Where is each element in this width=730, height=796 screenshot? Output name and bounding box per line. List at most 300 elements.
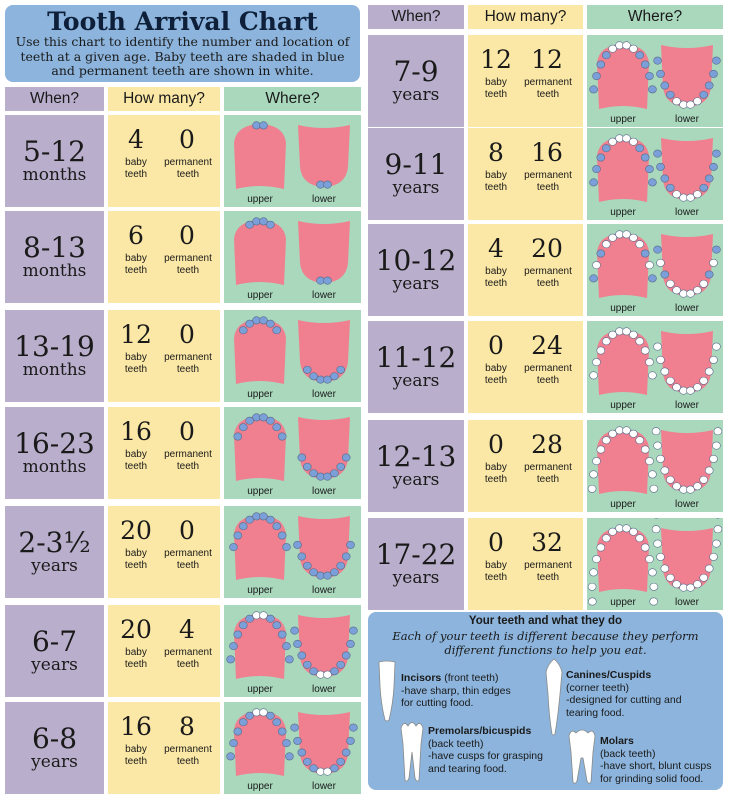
age-unit: years: [31, 752, 78, 772]
lower-label: lower: [675, 303, 699, 314]
baby-tooth: [273, 719, 281, 726]
baby-tooth: [239, 327, 247, 334]
baby-tooth: [337, 661, 345, 668]
tooth-types-title: Your teeth and what they do: [468, 615, 623, 627]
header-when-right: When?: [368, 5, 464, 29]
permanent-tooth: [609, 528, 617, 535]
age-unit: years: [31, 655, 78, 675]
stage-row: [5, 702, 361, 794]
header-where-right: Where?: [587, 5, 723, 29]
age-cell: [368, 128, 464, 220]
baby-tooth: [654, 57, 662, 64]
permanent-tooth: [597, 347, 605, 354]
tooth-types-intro: Each of your teeth is different because they perform different functions to help you eat.: [392, 629, 699, 657]
age-range: 2-3½: [18, 526, 91, 559]
permanent-label: permanent: [164, 157, 212, 168]
baby-tooth: [590, 179, 598, 186]
permanent-tooth: [609, 331, 617, 338]
lower-label: lower: [312, 684, 336, 695]
lower-label: lower: [312, 486, 336, 497]
baby-tooth: [590, 86, 598, 93]
upper-label: upper: [247, 194, 273, 205]
permanent-tooth: [646, 457, 654, 464]
baby-tooth: [705, 82, 713, 89]
baby-tooth: [266, 221, 274, 228]
baby-count: 16: [120, 417, 152, 446]
baby-tooth: [347, 737, 355, 744]
baby-tooth: [283, 739, 291, 746]
baby-tooth: [230, 739, 238, 746]
permanent-label: permanent: [524, 170, 572, 181]
baby-tooth: [330, 569, 338, 576]
permanent-tooth: [590, 372, 598, 379]
age-cell: [368, 518, 464, 610]
permanent-tooth: [646, 261, 654, 268]
title-box: [5, 5, 360, 82]
baby-tooth: [239, 523, 247, 530]
permanent-tooth: [666, 574, 674, 581]
baby-tooth: [294, 541, 302, 548]
permanent-tooth: [646, 358, 654, 365]
upper-label: upper: [247, 684, 273, 695]
permanent-label: permanent: [524, 77, 572, 88]
permanent-tooth: [602, 241, 610, 248]
baby-count: 4: [488, 234, 504, 263]
permanent-tooth: [588, 598, 596, 605]
permanent-tooth: [693, 98, 701, 105]
age-cell: [368, 224, 464, 316]
jaw-diagram-cell: [224, 605, 361, 697]
permanent-tooth: [710, 455, 718, 462]
baby-label: baby: [485, 363, 507, 374]
permanent-tooth: [641, 347, 649, 354]
baby-tooth: [298, 553, 306, 560]
permanent-label: permanent: [164, 449, 212, 460]
permanent-tooth: [588, 485, 596, 492]
count-cell: 20 4 baby teeth permanent teeth: [108, 605, 220, 697]
lower-label: lower: [675, 597, 699, 608]
baby-tooth: [646, 165, 654, 172]
permanent-count: 0: [179, 417, 195, 446]
permanent-tooth: [648, 372, 656, 379]
permanent-tooth: [673, 581, 681, 588]
age-range: 12-13: [375, 440, 457, 473]
permanent-label: permanent: [164, 352, 212, 363]
upper-label: upper: [247, 290, 273, 301]
permanent-label: permanent: [524, 363, 572, 374]
baby-tooth: [246, 221, 254, 228]
lower-label: lower: [312, 290, 336, 301]
baby-tooth: [636, 145, 644, 152]
baby-tooth: [337, 463, 345, 470]
lower-label: lower: [675, 114, 699, 125]
permanent-count: 12: [531, 45, 563, 74]
baby-tooth: [590, 275, 598, 282]
count-cell: 0 28 baby teeth permanent teeth: [468, 420, 583, 512]
baby-tooth: [230, 543, 238, 550]
permanent-tooth: [673, 191, 681, 198]
permanent-count: 0: [179, 221, 195, 250]
permanent-tooth: [593, 555, 601, 562]
baby-tooth: [310, 765, 318, 772]
permanent-count: 4: [179, 615, 195, 644]
baby-tooth: [273, 424, 281, 431]
age-range: 8-13: [23, 231, 86, 264]
permanent-tooth: [590, 569, 598, 576]
baby-tooth: [337, 366, 345, 373]
stage-row: [5, 310, 361, 402]
upper-label: upper: [247, 585, 273, 596]
age-range: 16-23: [14, 427, 95, 460]
upper-label: upper: [610, 499, 636, 510]
baby-tooth: [278, 433, 286, 440]
lower-gum: [298, 221, 350, 283]
baby-tooth: [593, 72, 601, 79]
jaw-diagram-cell: [587, 518, 723, 610]
baby-tooth: [303, 463, 311, 470]
permanent-tooth: [666, 280, 674, 287]
baby-tooth: [303, 758, 311, 765]
baby-label: baby: [125, 647, 147, 658]
jaw-diagram-cell: [587, 224, 723, 316]
baby-tooth: [700, 91, 708, 98]
jaw-diagram-cell: [224, 115, 361, 207]
permanent-tooth: [629, 528, 637, 535]
baby-tooth: [266, 516, 274, 523]
baby-tooth: [347, 541, 355, 548]
permanent-tooth: [597, 544, 605, 551]
baby-tooth: [330, 470, 338, 477]
count-cell: 20 0 baby teeth permanent teeth: [108, 506, 220, 598]
permanent-tooth: [673, 483, 681, 490]
stage-row: [5, 605, 361, 697]
permanent-tooth: [593, 358, 601, 365]
permanent-tooth: [629, 138, 637, 145]
permanent-tooth: [641, 544, 649, 551]
jaw-diagram-cell: [224, 310, 361, 402]
permanent-tooth: [629, 331, 637, 338]
baby-tooth: [298, 749, 306, 756]
age-unit: months: [22, 261, 87, 281]
baby-tooth: [230, 642, 238, 649]
permanent-tooth: [602, 437, 610, 444]
permanent-tooth: [650, 583, 658, 590]
header-how-many-left: How many?: [108, 87, 220, 111]
baby-tooth: [641, 154, 649, 161]
baby-tooth: [303, 366, 311, 373]
permanent-tooth: [700, 280, 708, 287]
permanent-tooth: [636, 241, 644, 248]
permanent-tooth: [629, 430, 637, 437]
permanent-tooth: [609, 45, 617, 52]
jaw-diagram-cell: [587, 420, 723, 512]
baby-tooth: [234, 532, 242, 539]
stage-row: [368, 128, 723, 220]
baby-tooth: [227, 753, 235, 760]
baby-tooth: [260, 122, 268, 129]
permanent-tooth: [661, 368, 669, 375]
baby-tooth: [294, 737, 302, 744]
permanent-count: 16: [531, 138, 563, 167]
permanent-tooth: [648, 569, 656, 576]
permanent-tooth: [652, 428, 660, 435]
permanent-tooth: [705, 467, 713, 474]
baby-tooth: [246, 516, 254, 523]
permanent-count: 32: [531, 528, 563, 557]
permanent-label: permanent: [524, 266, 572, 277]
age-unit: years: [392, 85, 440, 105]
permanent-tooth: [661, 565, 669, 572]
permanent-tooth: [693, 287, 701, 294]
permanent-tooth: [588, 583, 596, 590]
age-cell: [5, 702, 104, 794]
baby-tooth: [266, 320, 274, 327]
stage-row: [368, 518, 723, 610]
stage-row: [5, 211, 361, 303]
header-where-left: Where?: [224, 87, 361, 111]
permanent-tooth: [629, 234, 637, 241]
permanent-tooth: [590, 471, 598, 478]
permanent-tooth: [657, 356, 665, 363]
baby-tooth: [266, 712, 274, 719]
baby-count: 20: [120, 615, 152, 644]
baby-label: baby: [125, 253, 147, 264]
permanent-tooth: [700, 476, 708, 483]
baby-label: baby: [485, 462, 507, 473]
molar-icon: [566, 726, 598, 786]
permanent-tooth: [705, 368, 713, 375]
baby-tooth: [648, 86, 656, 93]
upper-label: upper: [610, 400, 636, 411]
permanent-tooth: [609, 430, 617, 437]
baby-label: baby: [125, 352, 147, 363]
permanent-tooth: [646, 555, 654, 562]
age-range: 9-11: [384, 148, 448, 181]
permanent-count: 0: [179, 320, 195, 349]
lower-label: lower: [312, 781, 336, 792]
baby-count: 6: [128, 221, 144, 250]
upper-label: upper: [610, 207, 636, 218]
baby-tooth: [646, 72, 654, 79]
age-range: 10-12: [375, 244, 457, 277]
permanent-tooth: [593, 261, 601, 268]
permanent-tooth: [629, 45, 637, 52]
baby-label: baby: [485, 266, 507, 277]
baby-tooth: [246, 417, 254, 424]
lower-label: lower: [312, 585, 336, 596]
jaw-diagram-cell: [224, 211, 361, 303]
age-unit: months: [22, 165, 87, 185]
age-unit: months: [22, 360, 87, 380]
permanent-tooth: [636, 437, 644, 444]
baby-tooth: [246, 712, 254, 719]
baby-label: baby: [485, 77, 507, 88]
jaw-diagram-cell: [224, 407, 361, 499]
baby-label: baby: [485, 560, 507, 571]
permanent-tooth: [693, 483, 701, 490]
jaw-diagram-cell: [587, 321, 723, 413]
stage-row: [5, 506, 361, 598]
permanent-label: permanent: [164, 647, 212, 658]
age-range: 17-22: [375, 538, 457, 571]
baby-tooth: [349, 627, 357, 634]
age-cell: [5, 211, 104, 303]
lower-label: lower: [312, 194, 336, 205]
baby-tooth: [330, 668, 338, 675]
baby-label: baby: [125, 157, 147, 168]
header-when-left: When?: [5, 87, 104, 111]
baby-label: baby: [125, 449, 147, 460]
upper-gum: [234, 124, 286, 189]
baby-tooth: [330, 373, 338, 380]
permanent-tooth: [710, 356, 718, 363]
count-cell: 4 0 baby teeth permanent teeth: [108, 115, 220, 207]
age-cell: [5, 605, 104, 697]
permanent-count: 0: [179, 516, 195, 545]
lower-label: lower: [675, 400, 699, 411]
baby-tooth: [602, 145, 610, 152]
count-cell: 16 8 baby teeth permanent teeth: [108, 702, 220, 794]
permanent-tooth: [593, 457, 601, 464]
baby-tooth: [285, 656, 293, 663]
baby-tooth: [349, 724, 357, 731]
permanent-tooth: [666, 476, 674, 483]
permanent-tooth: [666, 377, 674, 384]
premolars-description: Premolars/bicuspids (back teeth) -have cusps for grasping and tearing food.: [428, 725, 543, 775]
permanent-label: permanent: [164, 253, 212, 264]
count-cell: 6 0 baby teeth permanent teeth: [108, 211, 220, 303]
permanent-tooth: [700, 574, 708, 581]
chart-intro: Use this chart to identify the number and location of teeth at a given age. Baby teeth are shaded in blue and permanent teeth are shown in white.: [15, 34, 350, 78]
premolars-name: Premolars/bicuspids: [428, 725, 532, 737]
baby-tooth: [239, 719, 247, 726]
baby-tooth: [303, 562, 311, 569]
age-unit: years: [392, 568, 440, 588]
permanent-count: 24: [531, 331, 563, 360]
baby-count: 12: [120, 320, 152, 349]
age-range: 6-8: [31, 722, 78, 755]
baby-tooth: [712, 57, 720, 64]
age-unit: months: [22, 457, 87, 477]
upper-label: upper: [610, 597, 636, 608]
permanent-tooth: [714, 526, 722, 533]
baby-tooth: [712, 150, 720, 157]
tooth-types-box: [368, 612, 723, 790]
permanent-tooth: [657, 259, 665, 266]
permanent-tooth: [712, 343, 720, 350]
baby-tooth: [666, 184, 674, 191]
upper-label: upper: [610, 114, 636, 125]
baby-tooth: [700, 184, 708, 191]
baby-tooth: [705, 175, 713, 182]
lower-label: lower: [675, 207, 699, 218]
baby-tooth: [597, 154, 605, 161]
baby-tooth: [710, 70, 718, 77]
age-range: 7-9: [393, 55, 439, 88]
baby-tooth: [654, 246, 662, 253]
baby-tooth: [661, 175, 669, 182]
lower-label: lower: [675, 499, 699, 510]
age-unit: years: [392, 274, 440, 294]
permanent-tooth: [712, 442, 720, 449]
baby-tooth: [273, 622, 281, 629]
baby-tooth: [310, 668, 318, 675]
permanent-tooth: [609, 138, 617, 145]
stage-row: [368, 321, 723, 413]
permanent-tooth: [693, 384, 701, 391]
permanent-tooth: [652, 526, 660, 533]
baby-tooth: [303, 661, 311, 668]
age-unit: years: [392, 371, 440, 391]
permanent-tooth: [693, 191, 701, 198]
baby-count: 20: [120, 516, 152, 545]
permanent-tooth: [648, 471, 656, 478]
permanent-tooth: [700, 377, 708, 384]
baby-tooth: [310, 470, 318, 477]
incisors-name: Incisors: [401, 672, 442, 684]
permanent-count: 8: [179, 712, 195, 741]
baby-label: baby: [485, 170, 507, 181]
baby-tooth: [283, 543, 291, 550]
permanent-tooth: [602, 535, 610, 542]
baby-tooth: [657, 163, 665, 170]
permanent-tooth: [714, 428, 722, 435]
count-cell: 0 32 baby teeth permanent teeth: [468, 518, 583, 610]
permanent-tooth: [705, 565, 713, 572]
baby-tooth: [342, 553, 350, 560]
permanent-tooth: [654, 442, 662, 449]
baby-tooth: [294, 640, 302, 647]
baby-count: 0: [488, 528, 504, 557]
molars-name: Molars: [600, 735, 634, 747]
permanent-tooth: [661, 467, 669, 474]
age-range: 5-12: [23, 135, 86, 168]
baby-label: baby: [125, 744, 147, 755]
count-cell: 12 0 baby teeth permanent teeth: [108, 310, 220, 402]
baby-tooth: [285, 753, 293, 760]
baby-tooth: [324, 181, 332, 188]
baby-tooth: [273, 327, 281, 334]
baby-tooth: [666, 91, 674, 98]
baby-tooth: [278, 532, 286, 539]
permanent-tooth: [673, 98, 681, 105]
permanent-label: permanent: [164, 744, 212, 755]
baby-tooth: [705, 271, 713, 278]
age-unit: years: [392, 178, 440, 198]
permanent-tooth: [641, 446, 649, 453]
upper-label: upper: [247, 486, 273, 497]
age-range: 13-19: [14, 330, 95, 363]
baby-count: 0: [488, 331, 504, 360]
stage-row: [368, 35, 723, 127]
baby-tooth: [324, 277, 332, 284]
upper-gum: [234, 220, 286, 285]
baby-tooth: [661, 271, 669, 278]
permanent-tooth: [673, 384, 681, 391]
count-cell: 12 12 baby teeth permanent teeth: [468, 35, 583, 127]
baby-tooth: [641, 61, 649, 68]
permanent-count: 20: [531, 234, 563, 263]
lower-label: lower: [312, 389, 336, 400]
baby-tooth: [342, 652, 350, 659]
baby-tooth: [298, 652, 306, 659]
baby-tooth: [278, 631, 286, 638]
baby-tooth: [636, 52, 644, 59]
baby-tooth: [657, 70, 665, 77]
baby-count: 16: [120, 712, 152, 741]
baby-tooth: [597, 250, 605, 257]
permanent-count: 0: [179, 125, 195, 154]
